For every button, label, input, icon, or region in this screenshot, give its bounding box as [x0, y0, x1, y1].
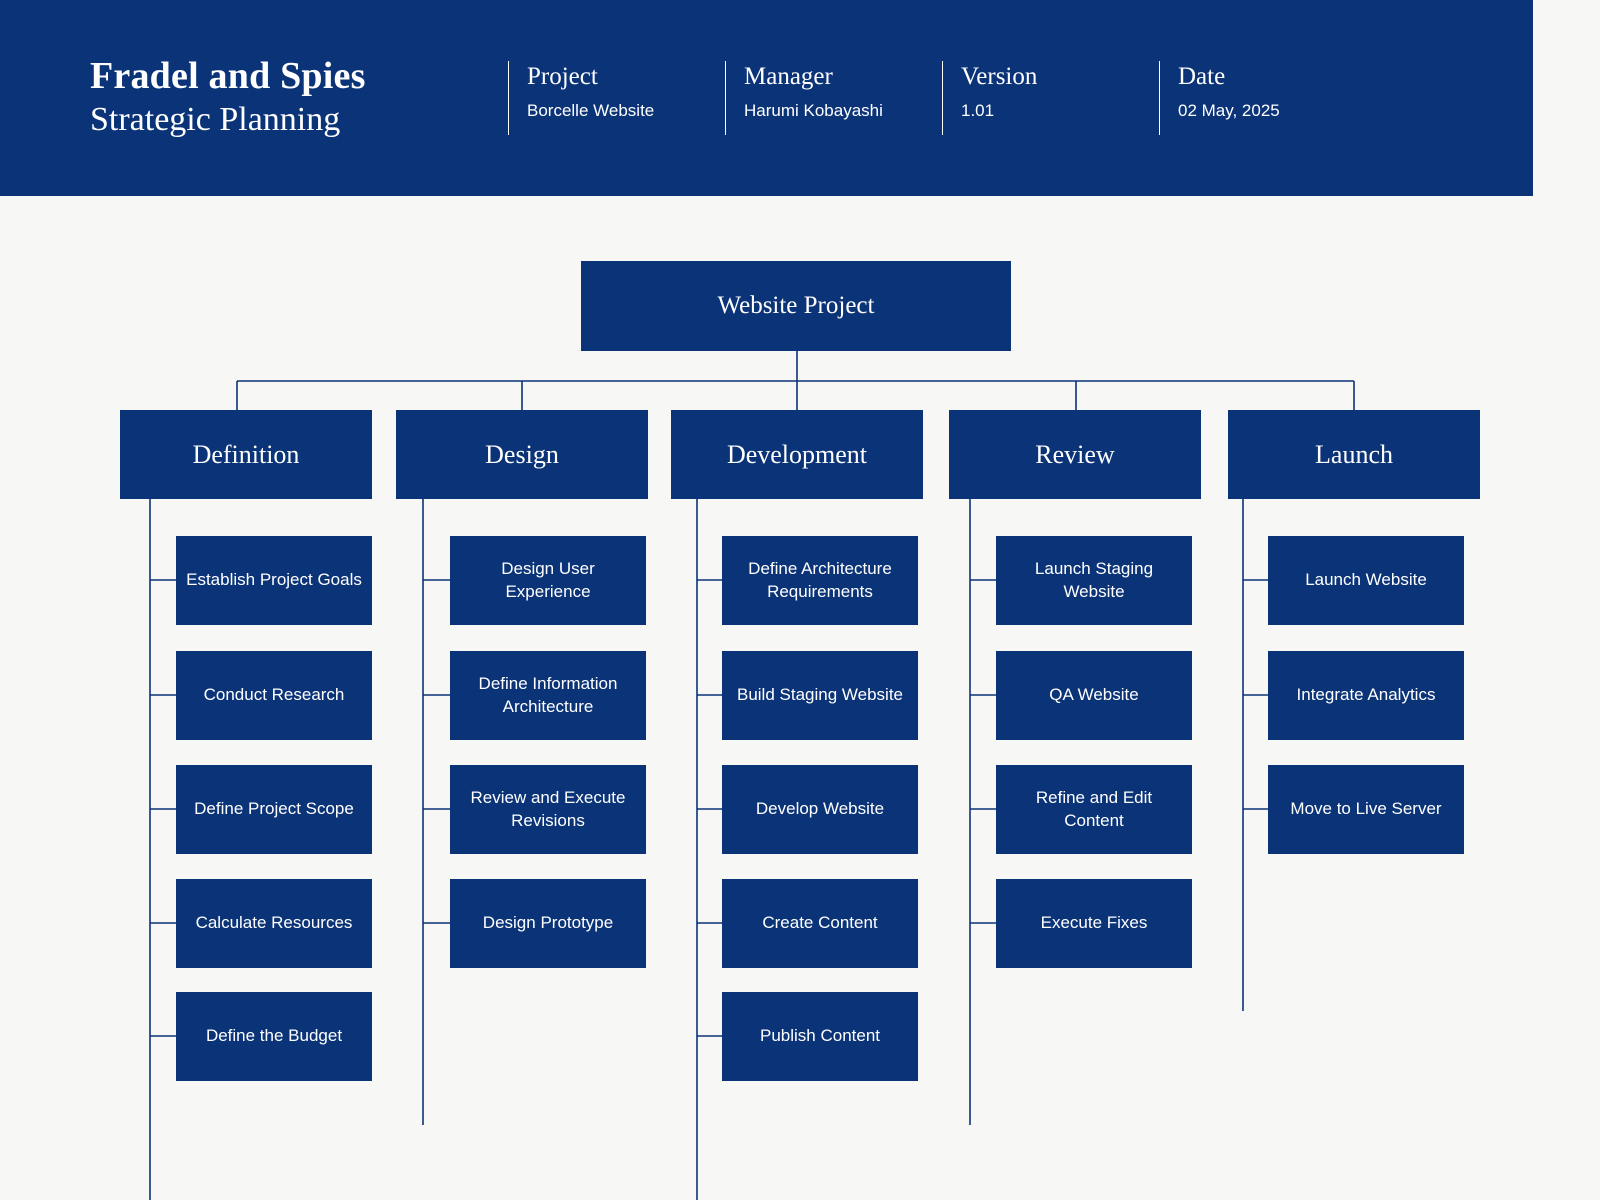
task-node[interactable] — [996, 651, 1192, 740]
meta-project-value: Borcelle Website — [527, 101, 655, 121]
task-label: Execute Fixes — [1040, 913, 1148, 933]
document-header — [0, 0, 1533, 196]
meta-date — [1159, 61, 1328, 135]
task-label: Define Information Architecture — [478, 673, 618, 716]
task-node[interactable] — [722, 536, 918, 625]
task-label: Develop Website — [755, 799, 885, 819]
task-node[interactable] — [722, 992, 918, 1081]
meta-version-value: 1.01 — [961, 101, 995, 121]
node-root-label: Website Project — [717, 292, 875, 319]
task-node[interactable] — [450, 536, 646, 625]
task-label: Establish Project Goals — [186, 570, 362, 590]
task-node[interactable] — [722, 651, 918, 740]
task-node[interactable] — [450, 879, 646, 968]
task-node[interactable] — [176, 536, 372, 625]
meta-date-label: Date — [1178, 63, 1226, 90]
task-label: Define Architecture Requirements — [748, 558, 892, 601]
node-phase-launch-label: Launch — [1315, 439, 1393, 469]
brand-tagline: Strategic Planning — [90, 101, 341, 139]
meta-project — [508, 61, 677, 135]
org-chart — [0, 196, 1600, 1200]
meta-manager-value: Harumi Kobayashi — [744, 101, 883, 121]
node-phase-launch[interactable] — [1228, 410, 1480, 499]
node-phase-definition[interactable] — [120, 410, 372, 499]
task-label: Launch Website — [1305, 570, 1427, 590]
brand-name: Fradel and Spies — [90, 54, 366, 97]
task-node[interactable] — [722, 879, 918, 968]
task-node[interactable] — [1268, 765, 1464, 854]
task-node[interactable] — [1268, 536, 1464, 625]
node-phase-definition-label: Definition — [192, 439, 300, 469]
task-label: QA Website — [1049, 685, 1139, 705]
task-node[interactable] — [176, 992, 372, 1081]
node-phase-development[interactable] — [671, 410, 923, 499]
task-label: Build Staging Website — [736, 685, 903, 705]
task-node[interactable] — [1268, 651, 1464, 740]
task-node[interactable] — [176, 651, 372, 740]
node-phase-development-label: Development — [726, 439, 868, 469]
node-root[interactable] — [581, 261, 1011, 351]
task-node[interactable] — [450, 651, 646, 740]
node-phase-review-label: Review — [1035, 439, 1115, 469]
task-node[interactable] — [722, 765, 918, 854]
meta-version — [942, 61, 1111, 135]
task-label: Move to Live Server — [1290, 799, 1442, 819]
task-label: Calculate Resources — [195, 913, 353, 933]
node-phase-design[interactable] — [396, 410, 648, 499]
task-label: Create Content — [762, 913, 878, 933]
meta-version-label: Version — [961, 63, 1038, 90]
task-node[interactable] — [996, 536, 1192, 625]
task-label: Refine and Edit Content — [1035, 787, 1153, 830]
task-label: Launch Staging Website — [1034, 558, 1154, 601]
node-phase-review[interactable] — [949, 410, 1201, 499]
brand-block — [90, 55, 490, 141]
node-phase-design-label: Design — [485, 439, 559, 469]
task-label: Define Project Scope — [194, 799, 354, 819]
task-label: Integrate Analytics — [1296, 685, 1436, 705]
meta-manager — [725, 61, 894, 135]
meta-manager-label: Manager — [744, 63, 833, 90]
task-label: Design Prototype — [482, 913, 614, 933]
task-label: Conduct Research — [203, 685, 345, 705]
header-meta-group — [508, 61, 1376, 135]
task-node[interactable] — [176, 765, 372, 854]
meta-date-value: 02 May, 2025 — [1178, 101, 1280, 121]
task-node[interactable] — [450, 765, 646, 854]
task-label: Design User Experience — [501, 558, 595, 601]
task-node[interactable] — [996, 879, 1192, 968]
task-label: Review and Execute Revisions — [470, 787, 626, 830]
task-node[interactable] — [176, 879, 372, 968]
task-label: Publish Content — [759, 1026, 881, 1046]
task-label: Define the Budget — [205, 1026, 343, 1046]
meta-project-label: Project — [527, 63, 598, 90]
task-node[interactable] — [996, 765, 1192, 854]
